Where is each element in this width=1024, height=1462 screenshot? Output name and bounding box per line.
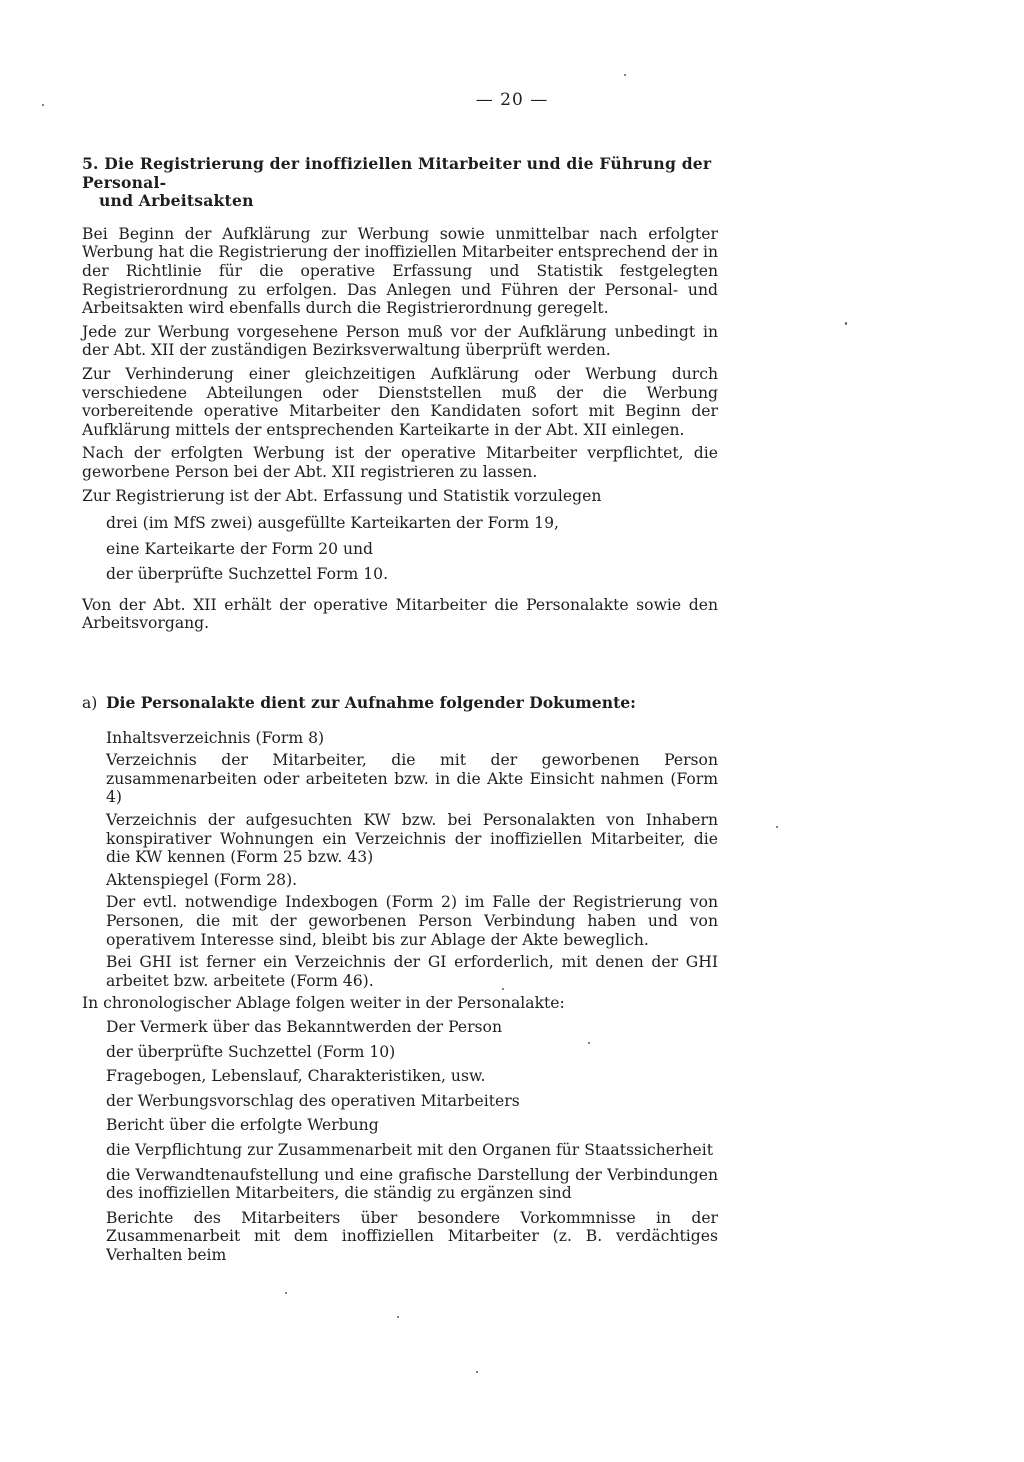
scan-speck xyxy=(397,1316,399,1318)
registration-item: eine Karteikarte der Form 20 und xyxy=(106,539,374,558)
list-item: Der evtl. notwendige Indexbogen (Form 2) im Falle der Registrierung von Personen, die mit der geworbenen Person Verbindung haben und von operativem Interesse sind, bleibt bis zur Ablage der Akte beweglich. xyxy=(106,893,718,949)
subsection-label: a) xyxy=(82,694,98,713)
scan-speck xyxy=(502,988,504,990)
list-item: Aktenspiegel (Form 28). xyxy=(106,870,298,889)
subsection-heading xyxy=(82,694,718,713)
list-item: Verzeichnis der Mitarbeiter, die mit der geworbenen Person zusammenarbeiten oder arbeiteten bzw. in die Akte Einsicht nahmen (Form 4) xyxy=(106,751,718,807)
chronological-intro: In chronologischer Ablage folgen weiter in der Personalakte: xyxy=(82,994,565,1013)
list-item: der überprüfte Suchzettel (Form 10) xyxy=(106,1042,396,1061)
document-list xyxy=(82,729,718,991)
scan-speck xyxy=(285,1292,287,1294)
subsection-title: Die Personalakte dient zur Aufnahme folgender Dokumente: xyxy=(106,693,636,713)
list-item: Bei GHI ist ferner ein Verzeichnis der GI erforderlich, mit denen der GHI arbeitet bzw. arbeitete (Form 46). xyxy=(106,953,718,990)
section-heading-line2: und Arbeitsakten xyxy=(99,191,254,211)
scan-speck xyxy=(845,322,847,325)
list-item: der Werbungsvorschlag des operativen Mitarbeiters xyxy=(106,1091,520,1110)
list-item: Der Vermerk über das Bekanntwerden der Person xyxy=(106,1017,502,1036)
list-item: die Verpflichtung zur Zusammenarbeit mit den Organen für Staatssicherheit xyxy=(106,1140,713,1159)
list-item: Fragebogen, Lebenslauf, Charakteristiken, usw. xyxy=(106,1067,486,1086)
spacer xyxy=(82,638,718,694)
closing-paragraph: Von der Abt. XII erhält der operative Mitarbeiter die Personalakte sowie den Arbeitsvorgang. xyxy=(82,595,718,633)
list-item: Verzeichnis der aufgesuchten KW bzw. bei Personalakten von Inhabern konspirativer Wohnungen ein Verzeichnis der inoffiziellen Mitarbeiter, die die KW kennen (Form 25 bzw. 43) xyxy=(106,811,718,867)
scan-speck xyxy=(588,1042,590,1044)
section-heading xyxy=(82,155,718,211)
list-item: Berichte des Mitarbeiters über besondere Vorkommnisse in der Zusammenarbeit mit dem inoffiziellen Mitarbeiter (z. B. verdächtiges Verhalten beim xyxy=(106,1208,718,1264)
scan-speck xyxy=(476,1371,478,1373)
paragraph: Nach der erfolgten Werbung ist der operative Mitarbeiter verpflichtet, die geworbene Person bei der Abt. XII registrieren zu lassen. xyxy=(82,444,718,481)
list-item: Bericht über die erfolgte Werbung xyxy=(106,1116,379,1135)
chronological-list xyxy=(82,1018,718,1265)
scan-speck xyxy=(42,104,44,106)
registration-item: der überprüfte Suchzettel Form 10. xyxy=(106,565,389,584)
document-body xyxy=(82,155,718,1271)
page-number: — 20 — xyxy=(475,90,549,110)
paragraph: Bei Beginn der Aufklärung zur Werbung sowie unmittelbar nach erfolgter Werbung hat die Registrierung der inoffiziellen Mitarbeiter entsprechend der in der Richtlinie für die operative Erfassung und Statistik festgelegten Registrierordnung zu erfolgen. Das Anlegen und Führen der Personal- und Arbeitsakten wird ebenfalls durch die Registrierordnung geregelt. xyxy=(82,224,718,318)
registration-item: drei (im MfS zwei) ausgefüllte Karteikarten der Form 19, xyxy=(106,514,559,533)
paragraph: Jede zur Werbung vorgesehene Person muß vor der Aufklärung unbedingt in der Abt. XII der zuständigen Bezirksverwaltung überprüft werden. xyxy=(82,322,718,360)
paragraph: Zur Verhinderung einer gleichzeitigen Aufklärung oder Werbung durch verschiedene Abteilungen oder Dienststellen muß der die Werbung vorbereitende operative Mitarbeiter den Kandidaten sofort mit Beginn der Aufklärung mittels der entsprechenden Karteikarte in der Abt. XII einlegen. xyxy=(82,364,718,439)
paragraph: Zur Registrierung ist der Abt. Erfassung und Statistik vorzulegen xyxy=(82,486,602,505)
scan-speck xyxy=(624,74,626,76)
list-item: die Verwandtenaufstellung und eine grafische Darstellung der Verbindungen des inoffiziellen Mitarbeiters, die ständig zu ergänzen sind xyxy=(106,1165,718,1203)
scan-speck xyxy=(776,826,778,828)
section-heading-line1: 5. Die Registrierung der inoffiziellen Mitarbeiter und die Führung der Personal- xyxy=(82,154,712,192)
list-item: Inhaltsverzeichnis (Form 8) xyxy=(106,728,325,747)
